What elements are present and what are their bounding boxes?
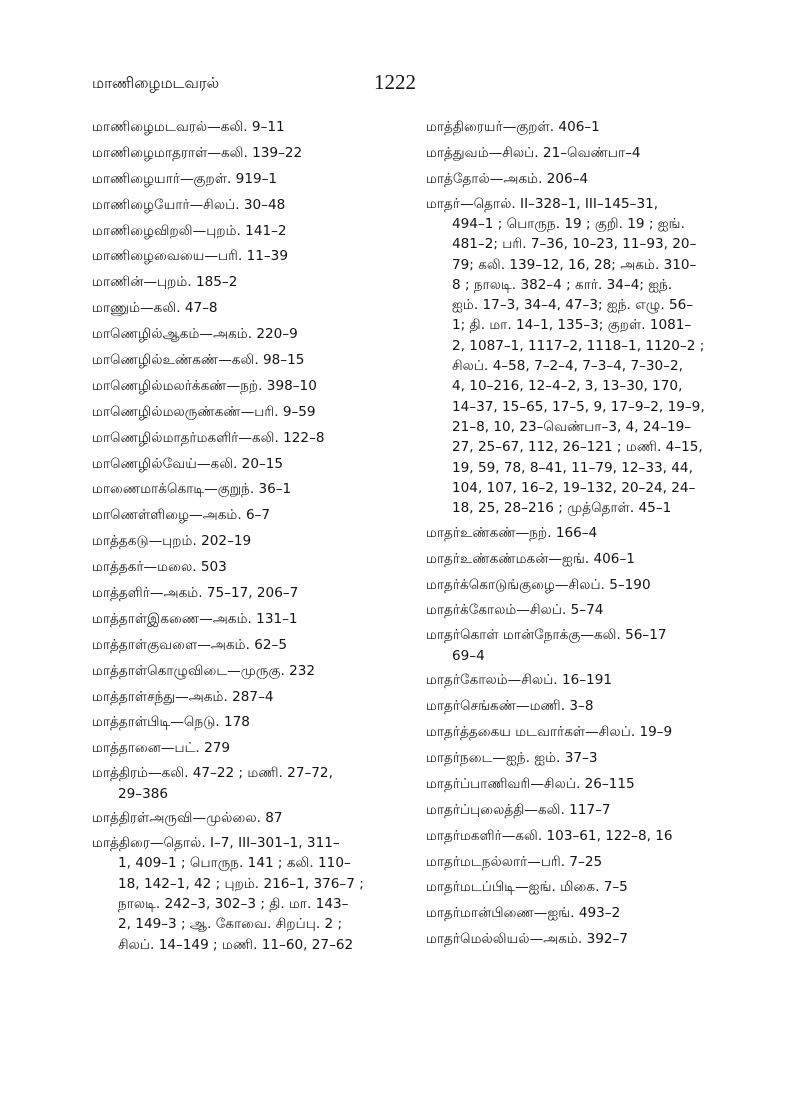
entry-continuation-line: 27, 25–67, 112, 26–121 ; மணி. 4–15,	[452, 439, 703, 456]
index-entry	[92, 608, 417, 631]
entry-headword-line: மாணும்—கலி. 47–8	[92, 300, 218, 317]
index-entry	[426, 142, 756, 165]
entry-headword-line: மாத்துவம்—சிலப். 21–வெண்பா–4	[426, 144, 641, 161]
index-entry	[92, 660, 417, 683]
entry-headword-line: மாணிழையோர்—சிலப். 30–48	[92, 196, 286, 213]
entry-continuation-line: 8 ; நாலடி. 382–4 ; கார். 34–4; ஐந்.	[452, 276, 673, 293]
index-entry	[92, 453, 417, 476]
entry-headword-line: மாத்திரள்அருவி—முல்லை. 87	[92, 810, 283, 827]
entry-continuation-line: 4, 10–216, 12–4–2, 3, 13–30, 170,	[452, 378, 683, 395]
index-entry	[92, 833, 417, 955]
entry-headword-line: மாணெழில்உண்கண்—கலி. 98–15	[92, 352, 305, 369]
index-entry	[92, 807, 417, 830]
entry-headword-line: மாத்திரையர்—குறள். 406–1	[426, 119, 600, 135]
entry-continuation-line: 19, 59, 78, 8–41, 11–79, 12–33, 44,	[452, 459, 693, 476]
entry-headword-line: மாதர்கொள் மான்நோக்கு—கலி. 56–17	[426, 627, 667, 644]
index-entry	[92, 271, 417, 294]
index-entry	[426, 625, 756, 666]
entry-continuation-line: 104, 107, 16–2, 19–132, 20–24, 24–	[452, 479, 696, 496]
index-entry	[426, 116, 756, 139]
index-entry	[426, 876, 756, 899]
index-entry	[426, 773, 756, 796]
entry-headword-line: மாத்தாள்இகணை—அகம். 131–1	[92, 610, 298, 627]
index-entry	[92, 634, 417, 657]
entry-headword-line: மாணெழில்வேய்—கலி. 20–15	[92, 455, 284, 472]
index-entry	[92, 142, 417, 165]
entry-headword-line: மாதர்மடப்பிடி—ஐங். மிகை. 7–5	[426, 879, 628, 896]
entry-headword-line: மாத்தாள்சந்து—அகம். 287–4	[92, 688, 274, 705]
index-entry	[92, 194, 417, 217]
entry-continuation-line: 494–1 ; பொருந. 19 ; குறி. 19 ; ஐங்.	[452, 215, 685, 232]
index-entry	[426, 522, 756, 545]
index-entry	[92, 530, 417, 553]
entry-continuation-line: 18, 25, 28–216 ; முத்தொள். 45–1	[452, 500, 672, 517]
index-entry	[92, 116, 417, 139]
running-head: மாணிழைமடவரல்	[92, 74, 220, 92]
entry-headword-line: மாணிழைமடவரல்—கலி. 9–11	[92, 119, 285, 135]
entry-headword-line: மாணிழைவையை—பரி. 11–39	[92, 248, 288, 265]
entry-headword-line: மாணெழில்மாதர்மகளிர்—கலி. 122–8	[92, 429, 325, 446]
entry-headword-line: மாதர்உண்கண்—நற். 166–4	[426, 524, 598, 541]
page-header	[0, 72, 800, 102]
index-entry	[426, 799, 756, 822]
index-entry	[426, 721, 756, 744]
entry-headword-line: மாணைமாக்கொடி—குறுந். 36–1	[92, 481, 292, 498]
entry-headword-line: மாதர்த்தகைய மடவார்கள்—சிலப். 19–9	[426, 724, 673, 741]
entry-headword-line: மாத்திரம்—கலி. 47–22 ; மணி. 27–72,	[92, 765, 333, 782]
entry-headword-line: மாத்தாள்குவளை—அகம். 62–5	[92, 636, 287, 653]
entry-headword-line: மாதர்மகளிர்—கலி. 103–61, 122–8, 16	[426, 827, 673, 844]
index-entry	[426, 695, 756, 718]
index-entry	[92, 375, 417, 398]
entry-headword-line: மாதர்மான்பிணை—ஐங். 493–2	[426, 905, 621, 922]
entry-headword-line: மாதர்கோலம்—சிலப். 16–191	[426, 672, 612, 689]
entry-headword-line: மாணெழில்மலருண்கண்—பரி. 9–59	[92, 403, 316, 420]
index-entry	[426, 928, 756, 951]
index-entry	[92, 686, 417, 709]
index-entry	[426, 599, 756, 622]
entry-continuation-line: 29–386	[118, 785, 169, 802]
entry-headword-line: மாதர்ப்புலைத்தி—கலி. 117–7	[426, 801, 611, 818]
entry-headword-line: மாணிழையார்—குறள். 919–1	[92, 170, 278, 187]
entry-continuation-line: 21–8, 10, 23–வெண்பா–3, 4, 24–19–	[452, 418, 692, 435]
index-entry	[426, 168, 756, 191]
entry-continuation-line: 18, 142–1, 42 ; புறம். 216–1, 376–7 ;	[118, 875, 364, 892]
entry-continuation-line: 481–2; பரி. 7–36, 10–23, 11–93, 20–	[452, 236, 697, 253]
index-entry	[426, 194, 756, 519]
left-column	[92, 116, 417, 955]
entry-headword-line: மாத்திரை—தொல். I–7, III–301–1, 311–	[92, 835, 340, 852]
entry-headword-line: மாதர்மடநல்லார்—பரி. 7–25	[426, 853, 603, 870]
index-entry	[92, 401, 417, 424]
entry-headword-line: மாணிழைவிறலி—புறம். 141–2	[92, 222, 287, 239]
index-entry	[92, 737, 417, 760]
entry-headword-line: மாணெள்ளிழை—அகம். 6–7	[92, 507, 271, 524]
index-entry	[92, 763, 417, 804]
entry-headword-line: மாதர்க்கொடுங்குழை—சிலப். 5–190	[426, 576, 651, 593]
index-entry	[426, 574, 756, 597]
index-entry	[92, 349, 417, 372]
index-entry	[92, 245, 417, 268]
index-entry	[92, 556, 417, 579]
index-entry	[92, 323, 417, 346]
index-entry	[92, 582, 417, 605]
entry-headword-line: மாதர்மெல்லியல்—அகம். 392–7	[426, 931, 628, 948]
index-entry	[92, 168, 417, 191]
entry-headword-line: மாதர்க்கோலம்—சிலப். 5–74	[426, 602, 604, 619]
entry-continuation-line: 1, 409–1 ; பொருந. 141 ; கலி. 110–	[118, 855, 351, 872]
index-entry	[426, 851, 756, 874]
index-entry	[92, 297, 417, 320]
entry-headword-line: மாணின்—புறம். 185–2	[92, 274, 238, 291]
entry-continuation-line: ஐம். 17–3, 34–4, 47–3; ஐந். எழு. 56–	[452, 297, 694, 314]
entry-headword-line: மாத்தகடு—புறம். 202–19	[92, 533, 252, 550]
entry-continuation-line: சிலப். 4–58, 7–2–4, 7–3–4, 7–30–2,	[452, 358, 683, 375]
index-entry	[426, 548, 756, 571]
entry-headword-line: மாணெழில்ஆகம்—அகம். 220–9	[92, 326, 298, 343]
right-column	[426, 116, 756, 951]
entry-headword-line: மாத்தானை—பட். 279	[92, 740, 231, 757]
entry-headword-line: மாதர்நடை—ஐந். ஐம். 37–3	[426, 750, 598, 767]
index-entry	[92, 478, 417, 501]
index-entry	[92, 220, 417, 243]
entry-continuation-line: 79; கலி. 139–12, 16, 28; அகம். 310–	[452, 256, 697, 273]
entry-headword-line: மாதர்செங்கண்—மணி. 3–8	[426, 698, 594, 715]
entry-continuation-line: 14–37, 15–65, 17–5, 9, 17–9–2, 19–9,	[452, 398, 705, 415]
entry-headword-line: மாணெழில்மலர்க்கண்—நற். 398–10	[92, 377, 317, 394]
index-entry	[426, 747, 756, 770]
entry-continuation-line: சிலப். 14–149 ; மணி. 11–60, 27–62	[118, 936, 354, 953]
entry-continuation-line: நாலடி. 242–3, 302–3 ; தி. மா. 143–	[118, 896, 349, 913]
entry-headword-line: மாணிழைமாதராள்—கலி. 139–22	[92, 144, 303, 161]
index-entry	[426, 669, 756, 692]
entry-headword-line: மாதர்ப்பாணிவரி—சிலப். 26–115	[426, 775, 635, 792]
entry-headword-line: மாதர்—தொல். II–328–1, III–145–31,	[426, 195, 659, 212]
entry-headword-line: மாதர்உண்கண்மகன்—ஐங். 406–1	[426, 550, 635, 567]
entry-continuation-line: 69–4	[452, 647, 485, 664]
page-number: 1222	[374, 70, 416, 94]
entry-continuation-line: 1; தி. மா. 14–1, 135–3; குறள். 1081–	[452, 317, 692, 334]
entry-headword-line: மாத்தாள்கொழுவிடை—முருகு. 232	[92, 662, 316, 679]
entry-headword-line: மாத்தாள்பிடி—நெடு. 178	[92, 714, 250, 731]
index-entry	[92, 427, 417, 450]
entry-headword-line: மாத்தகர்—மலை. 503	[92, 559, 227, 576]
entry-headword-line: மாத்தளிர்—அகம். 75–17, 206–7	[92, 585, 299, 602]
entry-headword-line: மாத்தோல்—அகம். 206–4	[426, 170, 589, 187]
index-entry	[426, 825, 756, 848]
index-entry	[92, 711, 417, 734]
entry-continuation-line: 2, 149–3 ; ஆ. கோவை. சிறப்பு. 2 ;	[118, 916, 343, 933]
index-entry	[92, 504, 417, 527]
entry-continuation-line: 2, 1087–1, 1117–2, 1118–1, 1120–2 ;	[452, 337, 705, 354]
index-entry	[426, 902, 756, 925]
